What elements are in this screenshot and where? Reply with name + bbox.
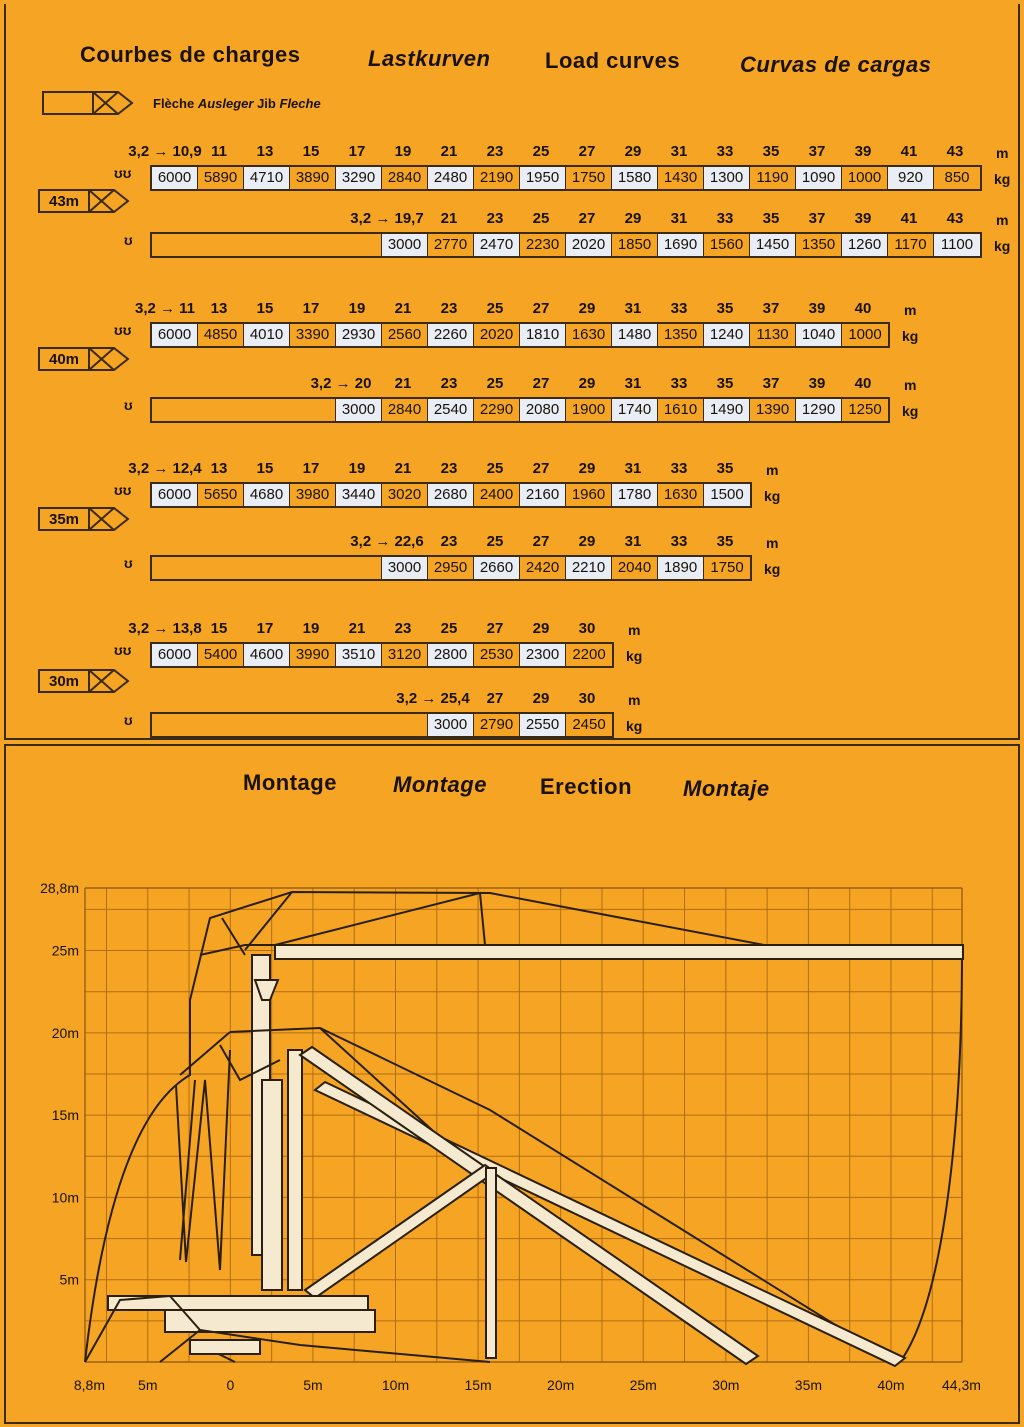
y-tick-label: 28,8m xyxy=(40,880,79,896)
load-cell: 2840 xyxy=(382,399,428,421)
radius-label: 35 xyxy=(716,533,734,550)
load-cell: 1500 xyxy=(704,484,750,506)
load-cell: 5650 xyxy=(198,484,244,506)
radius-label: 13 xyxy=(210,300,228,317)
radius-label: 25 xyxy=(486,533,504,550)
load-cell: 1430 xyxy=(658,167,704,189)
crane-erection-drawing xyxy=(85,892,963,1366)
radius-label: 29 xyxy=(532,690,550,707)
load-cell: 3000 xyxy=(382,234,428,256)
radius-label: 15 xyxy=(256,300,274,317)
radius-label: 33 xyxy=(716,143,734,160)
load-cell: 1090 xyxy=(796,167,842,189)
radius-label: 3,2 → 11 xyxy=(134,300,196,317)
load-cell: 6000 xyxy=(152,644,198,666)
y-tick-label: 20m xyxy=(51,1024,79,1041)
y-tick-label: 5m xyxy=(59,1271,79,1288)
radius-label: 41 xyxy=(900,210,918,227)
load-cell: 2680 xyxy=(428,484,474,506)
radius-label: 3,2 → 22,6 xyxy=(350,533,424,550)
x-tick-label: 15m xyxy=(464,1377,492,1393)
mast-vertical xyxy=(288,1050,302,1290)
radius-label: 35 xyxy=(762,143,780,160)
load-cell: 1130 xyxy=(750,324,796,346)
unit-m: m xyxy=(766,462,779,478)
load-cell: 1490 xyxy=(704,399,750,421)
load-cell: 2230 xyxy=(520,234,566,256)
radius-label: 33 xyxy=(670,300,688,317)
jib-horizontal xyxy=(275,945,963,959)
radius-label: 19 xyxy=(348,300,366,317)
unit-m: m xyxy=(904,302,917,318)
load-cell: 2560 xyxy=(382,324,428,346)
load-cell: 2930 xyxy=(336,324,382,346)
unit-m: m xyxy=(904,377,917,393)
radius-label: 33 xyxy=(716,210,734,227)
jib-strut xyxy=(305,1165,495,1298)
radius-label: 3,2 → 19,7 xyxy=(350,210,424,227)
load-cell: 2040 xyxy=(612,557,658,579)
radius-label: 21 xyxy=(394,375,412,392)
load-cell: 2290 xyxy=(474,399,520,421)
load-cell: 3000 xyxy=(336,399,382,421)
load-cell: 2550 xyxy=(520,714,566,736)
unit-m: m xyxy=(766,535,779,551)
radius-label: 40 xyxy=(854,300,872,317)
load-cell: 1900 xyxy=(566,399,612,421)
jib-length-label: 30m xyxy=(48,673,80,690)
load-cell: 1950 xyxy=(520,167,566,189)
radius-label: 35 xyxy=(716,300,734,317)
load-cell: 6000 xyxy=(152,167,198,189)
load-cell: 1750 xyxy=(710,559,744,576)
y-tick-label: 15m xyxy=(51,1107,79,1124)
jib-length-label: 35m xyxy=(48,511,80,528)
x-tick-label: 25m xyxy=(629,1377,657,1393)
radius-label: 29 xyxy=(578,300,596,317)
chassis-lower xyxy=(165,1310,375,1332)
radius-label: 31 xyxy=(624,375,642,392)
radius-label: 29 xyxy=(624,210,642,227)
radius-label: 29 xyxy=(578,375,596,392)
unit-kg: kg xyxy=(902,403,919,419)
load-cell: 1630 xyxy=(658,484,704,506)
load-cell: 1850 xyxy=(612,234,658,256)
radius-label: 23 xyxy=(394,620,412,637)
radius-label: 39 xyxy=(854,210,872,227)
x-tick-label: 5m xyxy=(303,1377,323,1393)
radius-label: 33 xyxy=(670,533,688,550)
load-cell: 1690 xyxy=(658,234,704,256)
radius-label: 25 xyxy=(486,375,504,392)
load-cell: 2300 xyxy=(520,644,566,666)
radius-label: 37 xyxy=(762,300,780,317)
load-cell: 1390 xyxy=(750,399,796,421)
load-cell: 4710 xyxy=(244,167,290,189)
radius-label: 40 xyxy=(854,375,872,392)
double-hook-icon: ʊʊ xyxy=(114,482,132,498)
radius-label: 33 xyxy=(670,375,688,392)
load-cell: 3120 xyxy=(382,644,428,666)
radius-label: 25 xyxy=(486,460,504,477)
support-leg xyxy=(486,1168,496,1358)
load-cell: 2020 xyxy=(474,324,520,346)
radius-label: 15 xyxy=(210,620,228,637)
radius-label: 29 xyxy=(578,533,596,550)
load-cell: 3290 xyxy=(336,167,382,189)
load-cell: 2790 xyxy=(474,714,520,736)
x-tick-label: 30m xyxy=(712,1377,740,1393)
erection-title-en: Erection xyxy=(540,774,633,799)
unit-m: m xyxy=(996,212,1009,228)
radius-label: 3,2 → 25,4 xyxy=(396,690,470,707)
x-tick-label: 8,8m xyxy=(73,1377,105,1393)
radius-label: 41 xyxy=(900,143,918,160)
radius-label: 31 xyxy=(670,143,688,160)
x-tick-label: 44,3m xyxy=(942,1377,981,1393)
load-cell: 1290 xyxy=(796,399,842,421)
unit-m: m xyxy=(628,692,641,708)
load-cell: 2770 xyxy=(428,234,474,256)
load-cell: 5890 xyxy=(198,167,244,189)
radius-label: 19 xyxy=(394,143,412,160)
load-cell: 2260 xyxy=(428,324,474,346)
single-hook-icon: ʊ xyxy=(124,712,133,728)
radius-label: 15 xyxy=(256,460,274,477)
load-cell: 1810 xyxy=(520,324,566,346)
radius-label: 21 xyxy=(394,300,412,317)
radius-label: 17 xyxy=(302,460,320,477)
load-cell: 1630 xyxy=(566,324,612,346)
radius-label: 27 xyxy=(532,300,550,317)
radius-label: 13 xyxy=(210,460,228,477)
load-cell: 1100 xyxy=(934,234,980,256)
load-cell: 1170 xyxy=(888,234,934,256)
y-tick-label: 10m xyxy=(51,1189,79,1206)
load-cell: 1260 xyxy=(842,234,888,256)
load-cell: 2190 xyxy=(474,167,520,189)
load-cell: 2210 xyxy=(566,557,612,579)
load-cell: 3440 xyxy=(336,484,382,506)
unit-kg: kg xyxy=(764,488,781,504)
load-cell: 2480 xyxy=(428,167,474,189)
radius-label: 43 xyxy=(946,143,964,160)
load-cell: 4850 xyxy=(198,324,244,346)
x-tick-label: 20m xyxy=(547,1377,575,1393)
radius-label: 27 xyxy=(486,620,504,637)
load-cell: 1350 xyxy=(658,324,704,346)
x-tick-label: 5m xyxy=(138,1377,158,1393)
radius-label: 30 xyxy=(578,690,596,707)
radius-label: 27 xyxy=(578,143,596,160)
load-cell: 1190 xyxy=(750,167,796,189)
radius-label: 3,2 → 13,8 xyxy=(128,620,202,637)
radius-label: 3,2 → 20 xyxy=(310,375,372,392)
load-cell: 6000 xyxy=(152,324,198,346)
load-cell: 5400 xyxy=(198,644,244,666)
radius-label: 23 xyxy=(486,143,504,160)
load-cell: 3890 xyxy=(290,167,336,189)
unit-kg: kg xyxy=(626,718,643,734)
load-cell: 3000 xyxy=(428,714,474,736)
radius-label: 23 xyxy=(440,533,458,550)
radius-label: 39 xyxy=(854,143,872,160)
load-cell: 2660 xyxy=(474,557,520,579)
load-cell: 4680 xyxy=(244,484,290,506)
load-cell: 4010 xyxy=(244,324,290,346)
load-cell: 1890 xyxy=(658,557,704,579)
load-cell: 1780 xyxy=(612,484,658,506)
jib-length-label: 43m xyxy=(48,193,80,210)
radius-label: 15 xyxy=(302,143,320,160)
unit-kg: kg xyxy=(994,171,1011,187)
radius-label: 29 xyxy=(624,143,642,160)
load-cell: 920 xyxy=(888,167,934,189)
double-hook-icon: ʊʊ xyxy=(114,322,132,338)
erection-title-fr: Montage xyxy=(243,770,337,795)
load-cell: 3000 xyxy=(382,557,428,579)
radius-label: 23 xyxy=(440,460,458,477)
load-cell: 2400 xyxy=(474,484,520,506)
load-cell: 2540 xyxy=(428,399,474,421)
load-cell: 1450 xyxy=(750,234,796,256)
radius-label: 27 xyxy=(532,375,550,392)
radius-label: 29 xyxy=(578,460,596,477)
double-hook-icon: ʊʊ xyxy=(114,642,132,658)
load-cell: 2080 xyxy=(520,399,566,421)
title-fr: Courbes de charges xyxy=(80,42,301,67)
title-es: Curvas de cargas xyxy=(740,52,932,77)
radius-label: 37 xyxy=(762,375,780,392)
title-de: Lastkurven xyxy=(368,46,491,71)
load-cell: 2200 xyxy=(572,646,606,663)
radius-label: 31 xyxy=(670,210,688,227)
unit-m: m xyxy=(996,145,1009,161)
radius-label: 21 xyxy=(440,210,458,227)
radius-label: 27 xyxy=(532,460,550,477)
load-cell: 2470 xyxy=(474,234,520,256)
radius-label: 21 xyxy=(440,143,458,160)
load-cell: 1300 xyxy=(704,167,750,189)
x-tick-label: 35m xyxy=(794,1377,823,1393)
load-cell: 2950 xyxy=(428,557,474,579)
x-tick-label: 40m xyxy=(877,1377,905,1393)
y-tick-label: 25m xyxy=(51,942,79,959)
load-cell: 1000 xyxy=(842,167,888,189)
radius-label: 31 xyxy=(624,300,642,317)
radius-label: 21 xyxy=(394,460,412,477)
single-hook-icon: ʊ xyxy=(124,232,133,248)
x-tick-label: 10m xyxy=(381,1377,410,1393)
radius-label: 33 xyxy=(670,460,688,477)
load-cell: 1960 xyxy=(566,484,612,506)
load-cell: 1560 xyxy=(704,234,750,256)
radius-label: 39 xyxy=(808,375,826,392)
radius-label: 17 xyxy=(302,300,320,317)
radius-label: 3,2 → 12,4 xyxy=(128,460,202,477)
load-cell: 2800 xyxy=(428,644,474,666)
radius-label: 35 xyxy=(716,460,734,477)
erection-title-es: Montaje xyxy=(683,776,770,801)
radius-label: 27 xyxy=(578,210,596,227)
radius-label: 43 xyxy=(946,210,964,227)
radius-label: 31 xyxy=(624,533,642,550)
radius-label: 25 xyxy=(532,210,550,227)
load-cell: 3020 xyxy=(382,484,428,506)
unit-kg: kg xyxy=(764,561,781,577)
radius-label: 17 xyxy=(348,143,366,160)
radius-label: 37 xyxy=(808,143,826,160)
unit-m: m xyxy=(628,622,641,638)
radius-label: 19 xyxy=(348,460,366,477)
radius-label: 37 xyxy=(808,210,826,227)
jib-length-label: 40m xyxy=(48,351,80,368)
load-cell: 2450 xyxy=(572,716,606,733)
load-cell: 3510 xyxy=(336,644,382,666)
radius-label: 23 xyxy=(486,210,504,227)
erection-title-de: Montage xyxy=(393,772,487,797)
radius-label: 25 xyxy=(440,620,458,637)
radius-label: 13 xyxy=(256,143,274,160)
load-cell: 1240 xyxy=(704,324,750,346)
radius-label: 3,2 → 10,9 xyxy=(128,143,202,160)
unit-kg: kg xyxy=(902,328,919,344)
load-cell: 2840 xyxy=(382,167,428,189)
radius-label: 31 xyxy=(624,460,642,477)
load-cell: 3390 xyxy=(290,324,336,346)
single-hook-icon: ʊ xyxy=(124,555,133,571)
tower-mid xyxy=(262,1080,282,1290)
radius-label: 23 xyxy=(440,375,458,392)
load-cell: 2420 xyxy=(520,557,566,579)
unit-kg: kg xyxy=(626,648,643,664)
double-hook-icon: ʊʊ xyxy=(114,165,132,181)
radius-label: 25 xyxy=(532,143,550,160)
x-tick-label: 0 xyxy=(226,1377,235,1393)
load-cell: 1250 xyxy=(848,401,882,418)
load-cell: 1480 xyxy=(612,324,658,346)
outrigger xyxy=(190,1340,260,1354)
radius-label: 29 xyxy=(532,620,550,637)
single-hook-icon: ʊ xyxy=(124,397,133,413)
envelope-curve xyxy=(85,892,962,1362)
load-cell: 1580 xyxy=(612,167,658,189)
load-cell: 1740 xyxy=(612,399,658,421)
legend-text: Flèche Ausleger Jib Fleche xyxy=(153,96,321,111)
radius-label: 35 xyxy=(716,375,734,392)
radius-label: 23 xyxy=(440,300,458,317)
radius-label: 35 xyxy=(762,210,780,227)
load-cell: 1350 xyxy=(796,234,842,256)
load-cell: 1040 xyxy=(796,324,842,346)
unit-kg: kg xyxy=(994,238,1011,254)
load-cell: 2530 xyxy=(474,644,520,666)
radius-label: 25 xyxy=(486,300,504,317)
radius-label: 19 xyxy=(302,620,320,637)
load-cell: 850 xyxy=(944,169,970,186)
radius-label: 39 xyxy=(808,300,826,317)
load-cell: 1000 xyxy=(848,326,882,343)
load-cell: 3990 xyxy=(290,644,336,666)
radius-label: 21 xyxy=(348,620,366,637)
radius-label: 27 xyxy=(486,690,504,707)
load-cell: 4600 xyxy=(244,644,290,666)
title-en: Load curves xyxy=(545,48,681,73)
load-cell: 2020 xyxy=(566,234,612,256)
radius-label: 17 xyxy=(256,620,274,637)
radius-label: 11 xyxy=(211,143,227,160)
load-cell: 6000 xyxy=(152,484,198,506)
load-cell: 2160 xyxy=(520,484,566,506)
load-cell: 1750 xyxy=(566,167,612,189)
load-cell: 3980 xyxy=(290,484,336,506)
radius-label: 27 xyxy=(532,533,550,550)
radius-label: 30 xyxy=(578,620,596,637)
load-cell: 1610 xyxy=(658,399,704,421)
